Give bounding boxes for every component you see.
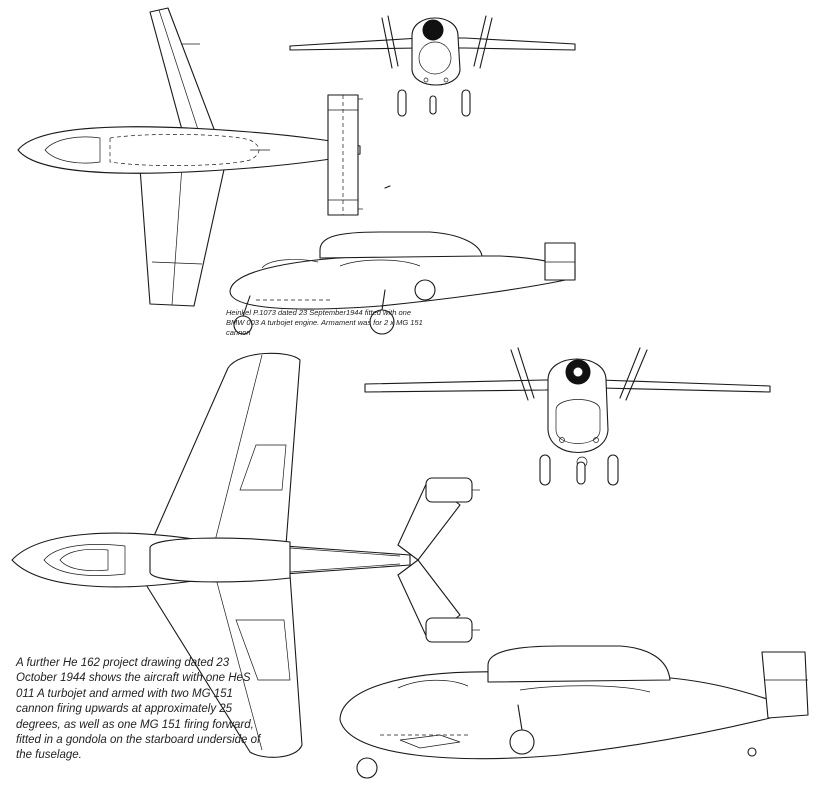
he162-front-view: [365, 348, 770, 485]
upper-caption: Heinkel P.1073 dated 23 September1944 fitted with one BMW 003 A turbojet engine. Armament was for 2 x MG 151 cannon: [226, 308, 423, 337]
lower-caption: A further He 162 project drawing dated 23 October 1944 shows the aircraft with one HeS 011 A turbojet and armed with two MG 151 cannon firing upwards at approximately 25 degrees, as well as one MG 151 firing forward, fitted in a gondola on the starboard underside of the fuselage.: [16, 657, 261, 762]
he162-side-view: [340, 646, 808, 778]
